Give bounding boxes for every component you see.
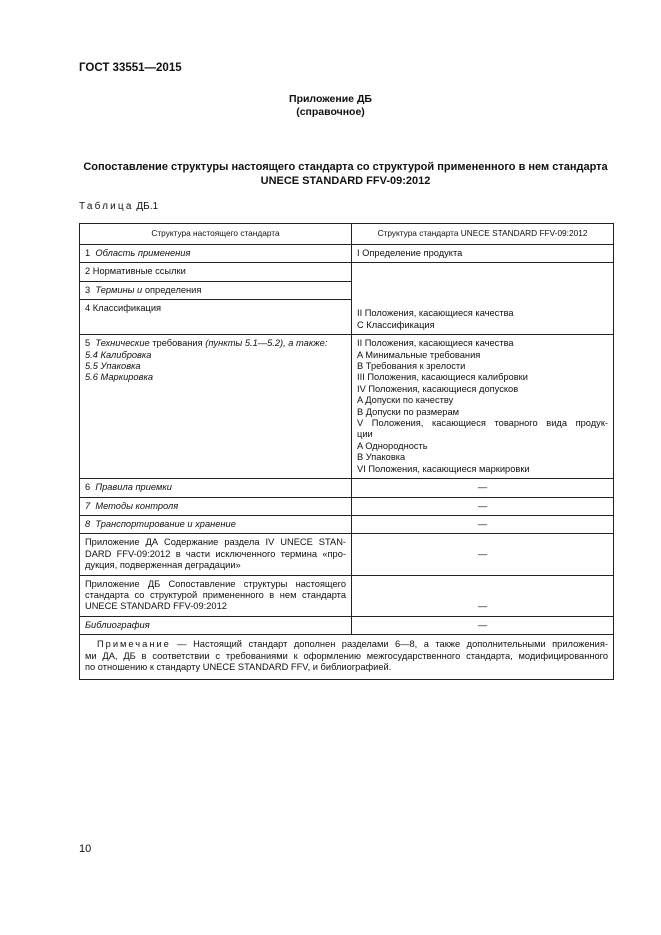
right-line: III Положения, касающиеся калибровки [357,372,528,383]
right-line: C Классификация [357,319,435,330]
section-number: 5 [85,338,91,349]
section-title: Транспортирование и хранение [95,518,236,529]
section-number: 1 [85,248,91,258]
section-title-rest: требования [152,338,203,349]
left-line: дукция, подверженная деградации» [85,560,241,571]
section-number: 6 [85,482,91,493]
table-row [80,515,614,533]
table-cell-right: I Определение продукта [352,245,614,263]
section-5-heading [85,338,346,349]
table-cell-right: — [352,515,614,533]
subsection: 5.5 Упаковка [85,361,141,372]
right-line: B Упаковка [357,452,406,463]
note-label: Примечание [97,639,171,650]
table-cell-left [80,335,352,479]
table-note-row [80,635,614,680]
right-line: A Однородность [357,440,428,451]
table-cell-right: — [352,497,614,515]
table-cell-right [352,335,614,479]
left-line: стандарта со структурой примененного в нем стандарта [85,589,346,600]
right-line: VI Положения, касающиеся маркировки [357,463,530,474]
left-line: Приложение ДА Содержание раздела IV UNECE STAN- [85,537,346,548]
page-number: 10 [79,843,92,855]
table-header-row [80,224,614,245]
left-line: DARD FFV-09:2012 в части исключенного термина «про- [85,548,346,559]
table-cell-right [352,263,614,335]
note-line: по отношению к стандарту UNECE STANDARD FFV, и библиографией. [85,661,392,672]
table-cell-left [80,479,352,497]
right-line: II Положения, касающиеся качества [357,308,514,319]
document-title-line-2: UNECE STANDARD FFV-09:2012 [260,175,431,187]
comparison-table [79,223,614,680]
left-line: UNECE STANDARD FFV-09:2012 [85,601,227,612]
table-caption-word: Таблица [79,201,134,212]
table-row [80,497,614,515]
right-line: B Требования к зрелости [357,361,466,372]
note-line [85,639,608,650]
annex-title: Приложение ДБ [289,93,372,105]
right-line: B Допуски по размерам [357,406,460,417]
table-row [80,263,614,281]
table-cell-right: — [352,479,614,497]
table-cell-right: — [352,534,614,575]
table-cell-left [80,497,352,515]
section-title: Область применения [95,248,191,258]
section-title-italic: Термины и [95,284,143,295]
document-title [79,160,612,188]
right-line: V Положения, касающиеся товарного вида продук- [357,418,608,429]
table-row [80,575,614,616]
document-header: ГОСТ 33551—2015 [79,62,182,74]
table-cell-left: Библиография [80,616,352,634]
right-line: IV Положения, касающиеся допусков [357,383,519,394]
right-line: II Положения, касающиеся качества [357,338,514,349]
section-number: 7 [85,500,91,511]
note-line: ми ДА, ДБ в соответствии с требованиями к оформлению межгосударственного стандарта, модифицированного [85,650,608,661]
table-cell-left: 2 Нормативные ссылки [80,263,352,281]
note-text: — Настоящий стандарт дополнен разделами 6—8, а также дополнительными приложения- [177,639,608,650]
section-title-rest: определения [144,284,202,295]
table-cell-right: — [352,616,614,634]
section-title-italic-2: (пункты 5.1—5.2), а также: [205,338,328,349]
table-cell-left [80,515,352,533]
section-title-italic: Технические [95,338,150,349]
section-number: 3 [85,284,91,295]
table-row [80,245,614,263]
left-line: Приложение ДБ Сопоставление структуры настоящего [85,578,346,589]
table-note [80,635,614,680]
table-row [80,479,614,497]
table-cell-left [80,575,352,616]
table-cell-left [80,534,352,575]
table-cell-right: — [352,575,614,616]
table-caption-number: ДБ.1 [136,201,159,212]
table-cell-left [80,245,352,263]
subsection: 5.6 Маркировка [85,372,154,383]
table-row [80,616,614,634]
table-row [80,335,614,479]
annex-subtitle: (справочное) [296,106,365,118]
table-caption [79,201,158,212]
subsection: 5.4 Калибровка [85,349,152,360]
column-header-this-standard: Структура настоящего стандарта [80,224,352,245]
right-line: A Допуски по качеству [357,395,454,406]
right-line: ции [357,429,373,440]
section-title: Методы контроля [95,500,179,511]
section-title: Правила приемки [95,482,172,493]
table-cell-left [80,281,352,299]
right-line: A Минимальные требования [357,349,481,360]
table-cell-left: 4 Классификация [80,300,352,335]
table-row [80,534,614,575]
document-title-line-1: Сопоставление структуры настоящего стандарта со структурой примененного в нем стандарта [83,161,608,173]
section-number: 8 [85,518,91,529]
column-header-unece-standard: Структура стандарта UNECE STANDARD FFV-09:2012 [352,224,614,245]
